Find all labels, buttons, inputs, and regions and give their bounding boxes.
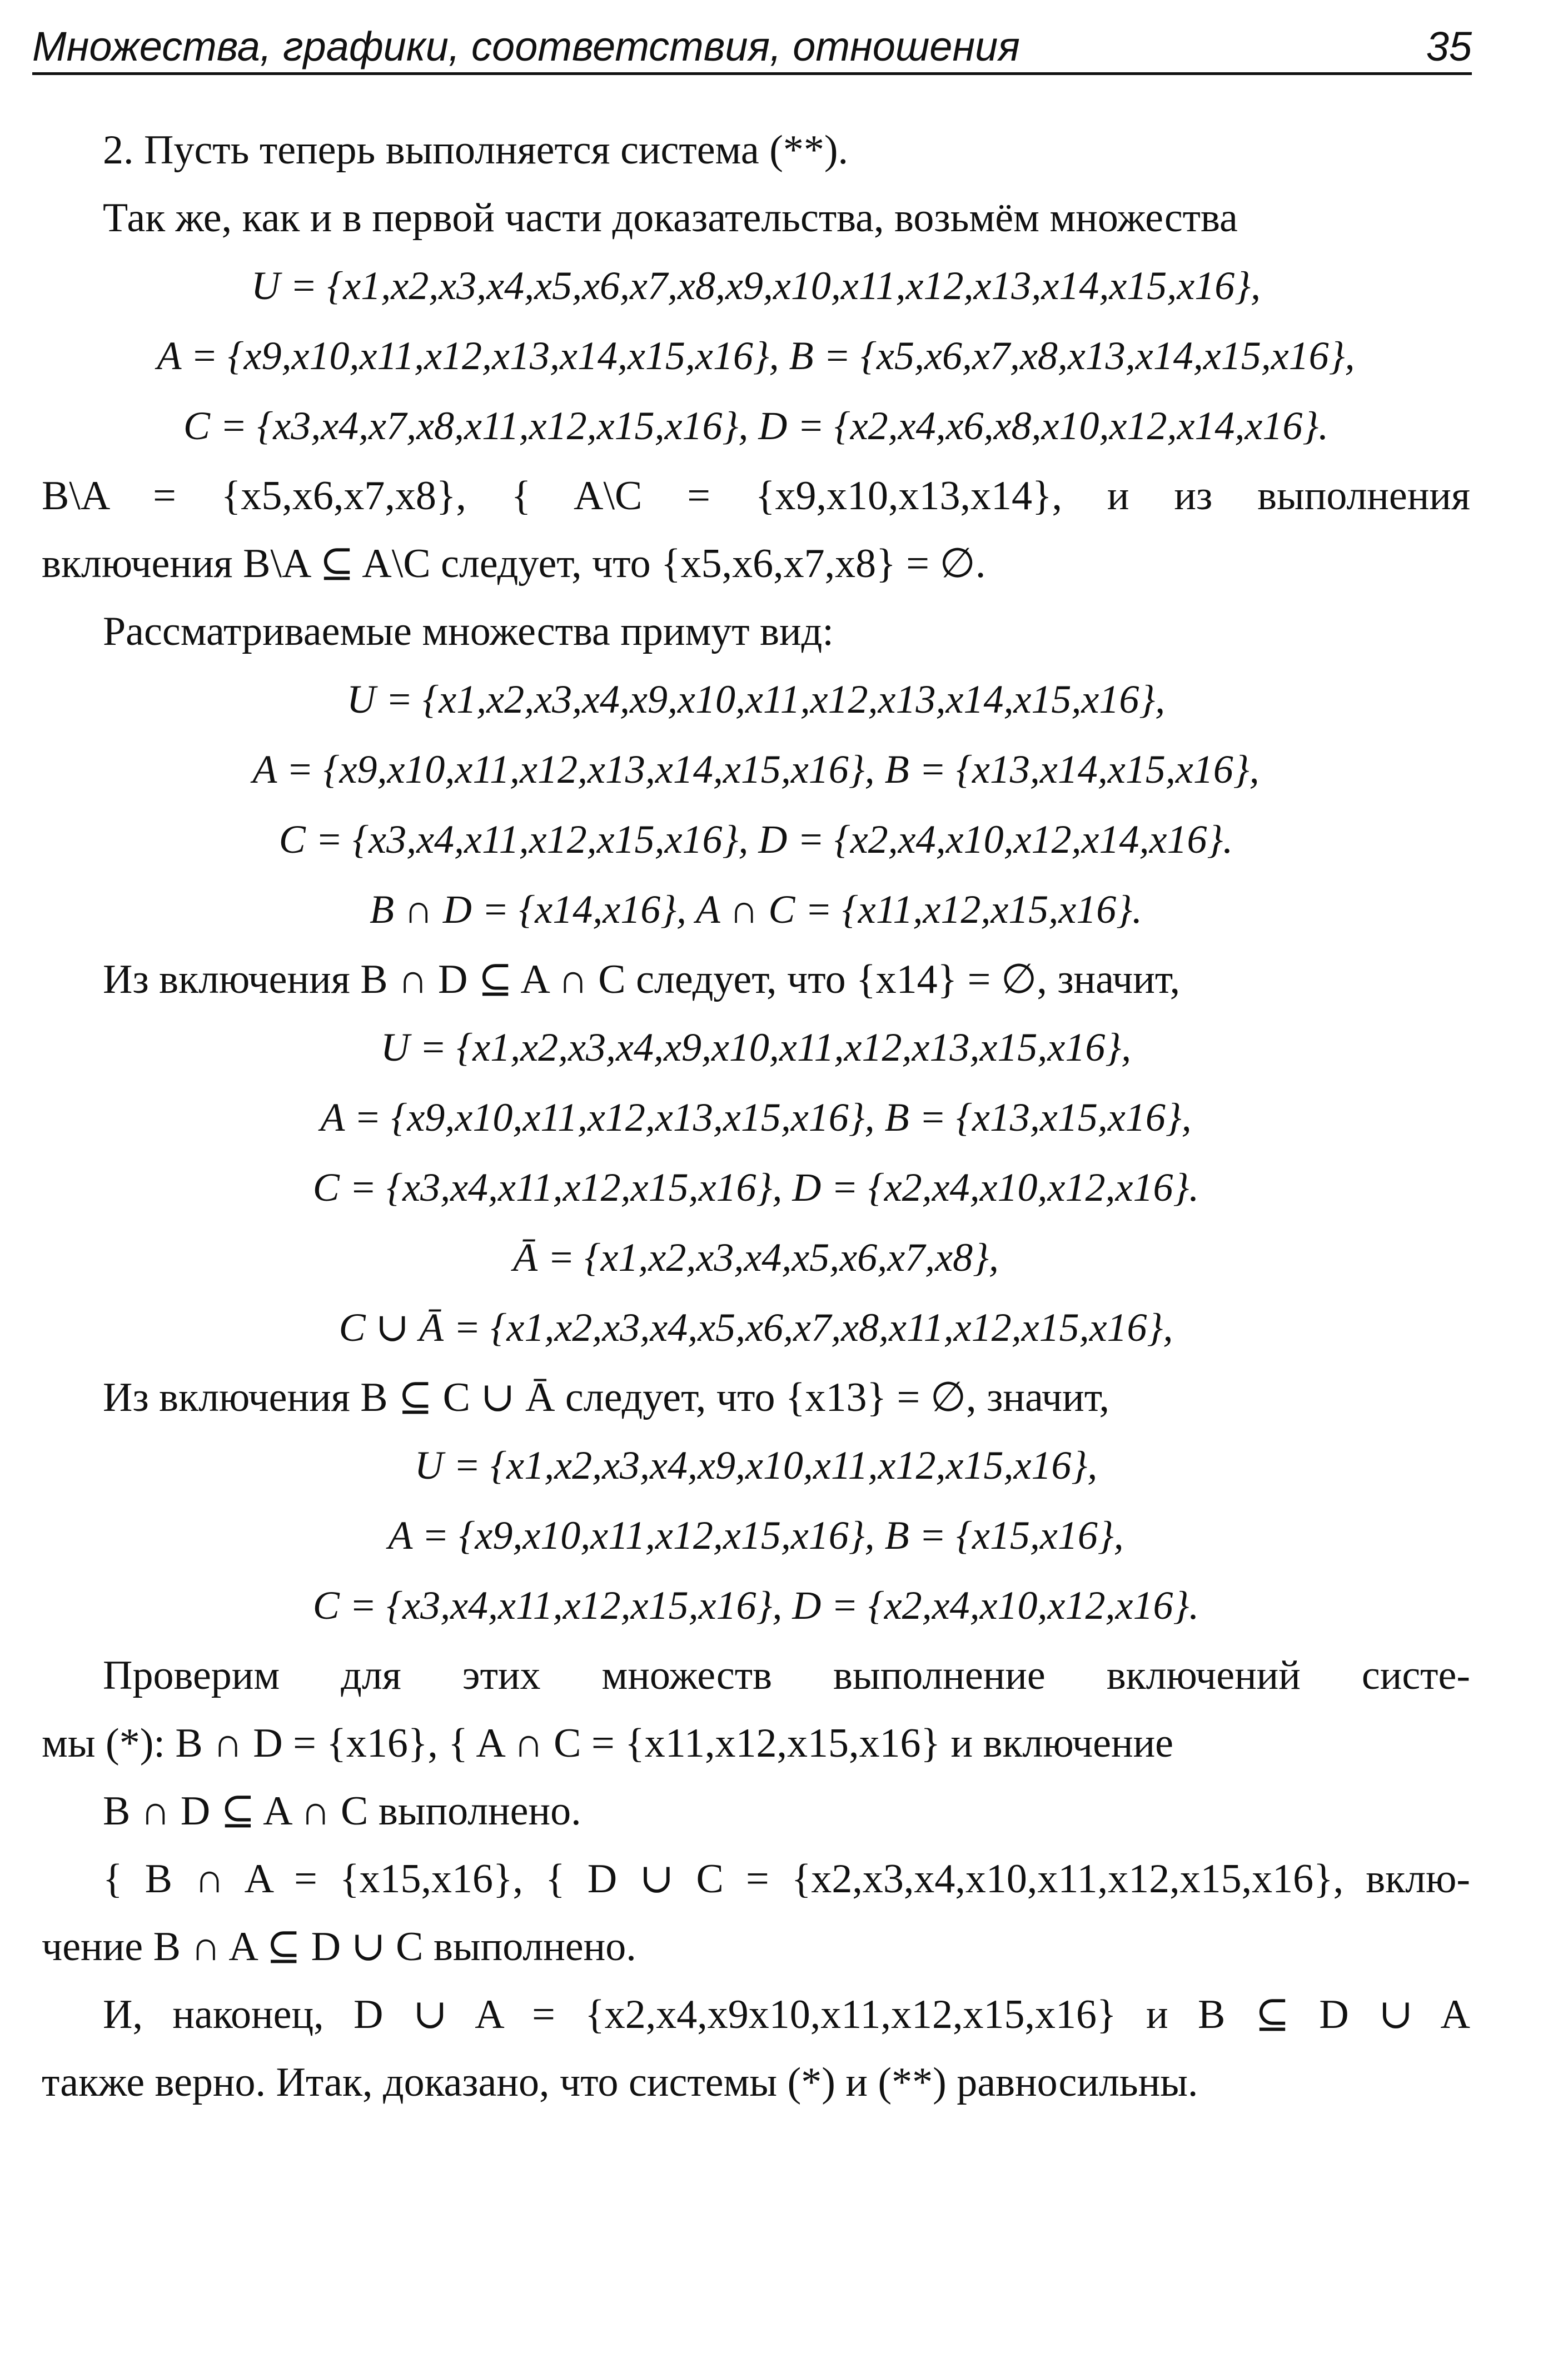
formula-line: A = {x9,x10,x11,x12,x13,x14,x15,x16}, B = {x13,x14,x15,x16}, (252, 747, 1260, 792)
text-line: B\A = {x5,x6,x7,x8}, { A\C = {x9,x10,x13,x14}, и из выполнения (42, 473, 1470, 519)
text-line: Проверим для этих множеств выполнение включений систе- (103, 1653, 1470, 1698)
formula-line: A = {x9,x10,x11,x12,x13,x14,x15,x16}, B = {x5,x6,x7,x8,x13,x14,x15,x16}, (157, 334, 1355, 378)
text-line: Из включения B ∩ D ⊆ A ∩ C следует, что {x14} = ∅, значит, (103, 957, 1181, 1002)
text-line: Из включения B ⊆ C ∪ Ā следует, что {x13} = ∅, значит, (103, 1375, 1109, 1420)
text-line: включения B\A ⊆ A\C следует, что {x5,x6,x7,x8} = ∅. (42, 541, 986, 586)
formula-line: U = {x1,x2,x3,x4,x9,x10,x11,x12,x13,x14,x15,x16}, (346, 677, 1166, 722)
page-number: 35 (1426, 23, 1472, 69)
formula-line: C = {x3,x4,x11,x12,x15,x16}, D = {x2,x4,x10,x12,x14,x16}. (278, 817, 1233, 862)
formula-line: U = {x1,x2,x3,x4,x9,x10,x11,x12,x13,x15,x16}, (380, 1025, 1132, 1070)
text-line: 2. Пусть теперь выполняется система (**). (103, 127, 848, 173)
formula-line: U = {x1,x2,x3,x4,x9,x10,x11,x12,x15,x16}, (414, 1443, 1098, 1488)
text-line: { B ∩ A = {x15,x16}, { D ∪ C = {x2,x3,x4,x10,x11,x12,x15,x16}, вклю- (103, 1856, 1470, 1902)
text-line: также верно. Итак, доказано, что системы (*) и (**) равносильны. (42, 2060, 1198, 2105)
formula-line: A = {x9,x10,x11,x12,x15,x16}, B = {x15,x16}, (388, 1513, 1124, 1558)
running-head-title: Множества, графики, соответствия, отношения (32, 23, 1020, 69)
formula-line: C = {x3,x4,x11,x12,x15,x16}, D = {x2,x4,x10,x12,x16}. (312, 1583, 1199, 1628)
text-line: И, наконец, D ∪ A = {x2,x4,x9x10,x11,x12,x15,x16} и B ⊆ D ∪ A (103, 1992, 1470, 2037)
page-body (42, 125, 1470, 2125)
formula-line: C = {x3,x4,x7,x8,x11,x12,x15,x16}, D = {x2,x4,x6,x8,x10,x12,x14,x16}. (183, 404, 1329, 448)
text-line: мы (*): B ∩ D = {x16}, { A ∩ C = {x11,x12,x15,x16} и включение (42, 1720, 1174, 1766)
formula-line: C ∪ Ā = {x1,x2,x3,x4,x5,x6,x7,x8,x11,x12,x15,x16}, (339, 1305, 1173, 1350)
formula-line: B ∩ D = {x14,x16}, A ∩ C = {x11,x12,x15,x16}. (369, 887, 1143, 932)
text-line: B ∩ D ⊆ A ∩ C выполнено. (103, 1788, 581, 1834)
formula-line: A = {x9,x10,x11,x12,x13,x15,x16}, B = {x13,x15,x16}, (320, 1095, 1192, 1140)
text-line: чение B ∩ A ⊆ D ∪ C выполнено. (42, 1924, 636, 1970)
running-head (32, 21, 1472, 75)
formula-line: C = {x3,x4,x11,x12,x15,x16}, D = {x2,x4,x10,x12,x16}. (312, 1165, 1199, 1210)
formula-line: Ā = {x1,x2,x3,x4,x5,x6,x7,x8}, (513, 1235, 999, 1280)
text-line: Рассматриваемые множества примут вид: (103, 609, 834, 654)
formula-line: U = {x1,x2,x3,x4,x5,x6,x7,x8,x9,x10,x11,x12,x13,x14,x15,x16}, (251, 263, 1261, 308)
text-line: Так же, как и в первой части доказательства, возьмём множества (103, 195, 1238, 241)
